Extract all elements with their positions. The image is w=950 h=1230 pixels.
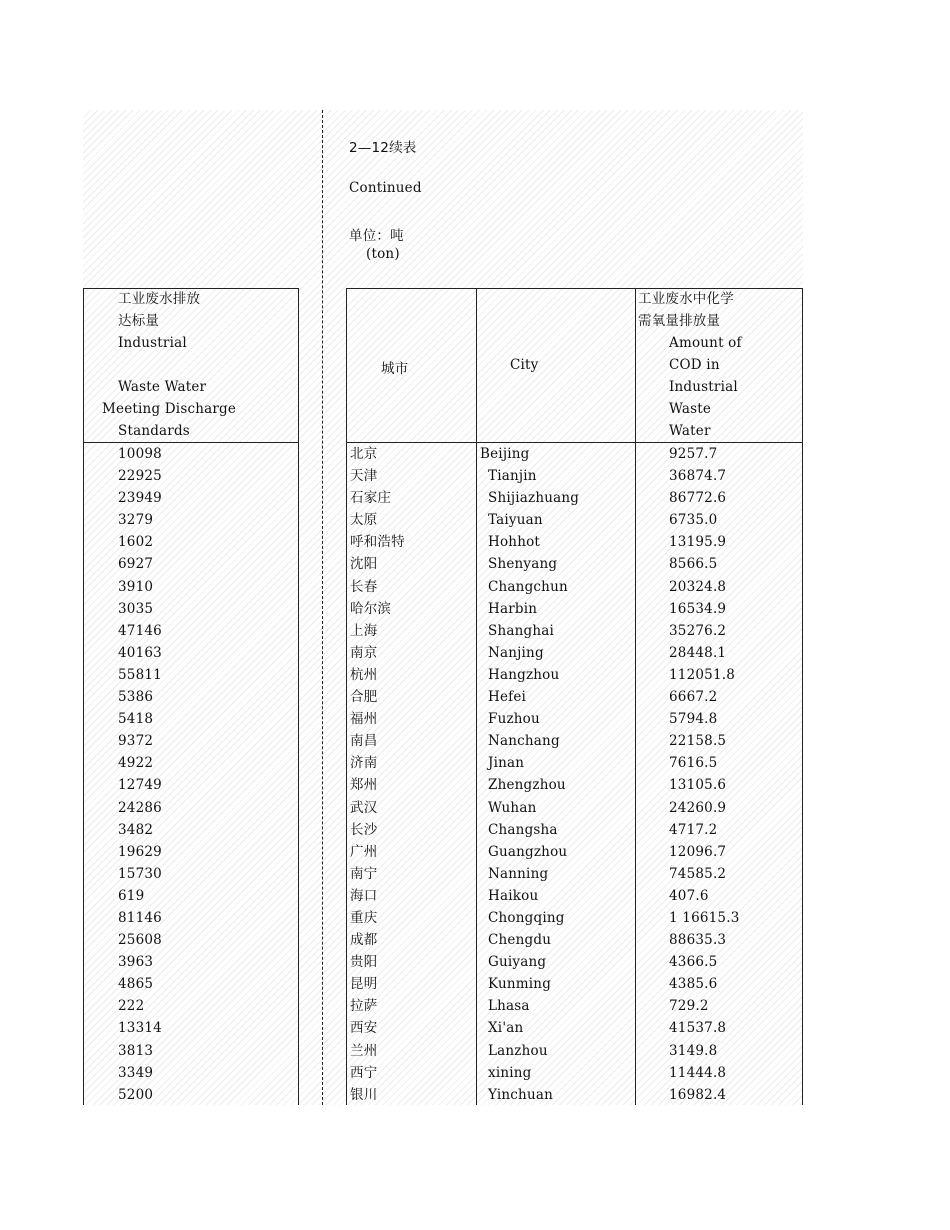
discharge-standard-value: 25608 [118, 932, 162, 949]
discharge-standard-value: 4865 [118, 976, 154, 993]
city-name-en: Guiyang [488, 954, 547, 971]
discharge-standard-value: 3963 [118, 954, 154, 971]
city-name-en: Wuhan [488, 799, 537, 816]
cod-amount-value: 112051.8 [669, 666, 736, 683]
discharge-standard-value: 4922 [118, 755, 154, 772]
city-name-en: Yinchuan [488, 1086, 553, 1103]
city-name-cn: 北京 [350, 446, 378, 462]
city-name-en: Changsha [488, 821, 558, 838]
city-name-en: Lanzhou [488, 1042, 548, 1059]
unit-label-cn: 单位：吨 [349, 228, 404, 244]
discharge-standard-value: 15730 [118, 865, 162, 882]
city-name-en: Fuzhou [488, 711, 540, 728]
city-cn-column [350, 443, 405, 1106]
city-name-cn: 银川 [350, 1086, 378, 1103]
cod-header-en-line4: Waste [669, 401, 712, 417]
city-name-en: Hefei [488, 689, 527, 706]
discharge-standard-value: 5418 [118, 711, 154, 728]
cod-amount-value: 9257.7 [669, 446, 718, 462]
city-name-cn: 贵阳 [350, 954, 378, 971]
left-header-en-line4: Standards [118, 423, 190, 439]
discharge-standard-value: 3813 [118, 1042, 154, 1059]
city-name-en: Nanjing [488, 644, 544, 661]
continued-label: Continued [349, 180, 422, 196]
city-name-en: Xi'an [488, 1020, 524, 1037]
city-name-cn: 太原 [350, 512, 378, 529]
city-name-cn: 天津 [350, 468, 378, 485]
city-name-en: Hohhot [488, 534, 541, 551]
city-name-cn: 拉萨 [350, 998, 378, 1015]
city-name-cn: 合肥 [350, 689, 378, 706]
city-name-cn: 哈尔滨 [350, 600, 392, 617]
city-name-en: Guangzhou [488, 843, 568, 860]
discharge-standard-value: 40163 [118, 644, 162, 661]
cod-amount-value: 20324.8 [669, 578, 727, 595]
cod-amount-value: 3149.8 [669, 1042, 718, 1059]
city-name-cn: 长春 [350, 578, 378, 595]
city-name-en: Harbin [488, 600, 538, 617]
cod-column-header [638, 288, 802, 442]
city-name-en: Haikou [488, 887, 539, 904]
city-name-cn: 济南 [350, 755, 378, 772]
city-name-cn: 呼和浩特 [350, 534, 405, 551]
cod-amount-value: 36874.7 [669, 468, 727, 485]
cod-amount-value: 8566.5 [669, 556, 718, 573]
cod-amount-value: 41537.8 [669, 1020, 727, 1037]
discharge-standard-value: 13314 [118, 1020, 162, 1037]
city-name-cn: 海口 [350, 887, 378, 904]
cod-amount-value: 6735.0 [669, 512, 718, 529]
cod-amount-value: 86772.6 [669, 490, 727, 507]
city-name-en: Shanghai [488, 622, 554, 639]
discharge-standard-value: 3279 [118, 512, 154, 529]
city-name-en: Changchun [488, 578, 568, 595]
left-header-en-line2: Waste Water [118, 379, 207, 395]
city-name-cn: 成都 [350, 932, 378, 949]
city-name-cn: 兰州 [350, 1042, 378, 1059]
right-col-divider-1 [476, 288, 477, 1105]
city-name-cn: 沈阳 [350, 556, 378, 573]
left-column-header [84, 288, 298, 442]
cod-amount-value: 22158.5 [669, 733, 727, 750]
left-values-column [118, 443, 162, 1106]
right-col-divider-2 [635, 288, 636, 1105]
city-name-cn: 西宁 [350, 1064, 378, 1081]
cod-amount-value: 13195.9 [669, 534, 727, 551]
cod-amount-value: 12096.7 [669, 843, 727, 860]
city-name-en: xining [488, 1064, 532, 1081]
city-name-cn: 福州 [350, 711, 378, 728]
city-name-en: Kunming [488, 976, 552, 993]
left-header-rule [83, 442, 299, 443]
cod-amount-value: 7616.5 [669, 755, 718, 772]
city-name-cn: 长沙 [350, 821, 378, 838]
city-name-en: Shenyang [488, 556, 558, 573]
cod-amount-value: 24260.9 [669, 799, 727, 816]
discharge-standard-value: 5200 [118, 1086, 154, 1103]
city-en-column [480, 443, 579, 1106]
cod-values-column [669, 443, 740, 1106]
city-name-cn: 南京 [350, 644, 378, 661]
discharge-standard-value: 47146 [118, 622, 162, 639]
city-name-cn: 武汉 [350, 799, 378, 816]
city-name-en: Jinan [488, 755, 525, 772]
left-header-cn-line2: 达标量 [118, 313, 160, 329]
discharge-standard-value: 619 [118, 887, 145, 904]
city-name-cn: 西安 [350, 1020, 378, 1037]
city-name-en: Tianjin [488, 468, 537, 485]
discharge-standard-value: 12749 [118, 777, 162, 794]
discharge-standard-value: 3910 [118, 578, 154, 595]
city-name-en: Beijing [480, 446, 530, 462]
discharge-standard-value: 81146 [118, 909, 162, 926]
discharge-standard-value: 9372 [118, 733, 154, 750]
cod-amount-value: 16534.9 [669, 600, 727, 617]
discharge-standard-value: 23949 [118, 490, 162, 507]
table-number: 2—12续表 [349, 140, 417, 156]
discharge-standard-value: 3035 [118, 600, 154, 617]
cod-header-en-line2: COD in [669, 357, 720, 373]
discharge-standard-value: 24286 [118, 799, 162, 816]
city-name-en: Chongqing [488, 909, 565, 926]
cod-amount-value: 729.2 [669, 998, 709, 1015]
cod-amount-value: 1 16615.3 [669, 909, 740, 926]
discharge-standard-value: 5386 [118, 689, 154, 706]
cod-header-en-line1: Amount of [669, 335, 742, 351]
discharge-standard-value: 19629 [118, 843, 162, 860]
left-header-en-line1: Industrial [118, 335, 187, 351]
cod-amount-value: 5794.8 [669, 711, 718, 728]
left-header-cn-line1: 工业废水排放 [118, 291, 201, 307]
cod-amount-value: 16982.4 [669, 1086, 727, 1103]
cod-header-en-line5: Water [669, 423, 711, 439]
city-name-en: Zhengzhou [488, 777, 566, 794]
header-city-en: City [510, 357, 539, 373]
city-name-en: Lhasa [488, 998, 530, 1015]
cod-amount-value: 74585.2 [669, 865, 727, 882]
cod-amount-value: 4717.2 [669, 821, 718, 838]
cod-header-en-line3: Industrial [669, 379, 738, 395]
city-name-cn: 杭州 [350, 666, 378, 683]
discharge-standard-value: 1602 [118, 534, 154, 551]
city-name-en: Shijiazhuang [488, 490, 580, 507]
cod-amount-value: 6667.2 [669, 689, 718, 706]
cod-header-cn-line2: 需氧量排放量 [638, 313, 721, 329]
cod-amount-value: 28448.1 [669, 644, 727, 661]
page-divider [322, 110, 323, 1105]
city-name-en: Nanchang [488, 733, 560, 750]
city-name-cn: 南昌 [350, 733, 378, 750]
discharge-standard-value: 6927 [118, 556, 154, 573]
discharge-standard-value: 222 [118, 998, 145, 1015]
city-name-cn: 昆明 [350, 976, 378, 993]
city-name-cn: 重庆 [350, 909, 378, 926]
discharge-standard-value: 22925 [118, 468, 162, 485]
cod-header-cn-line1: 工业废水中化学 [638, 291, 734, 307]
city-name-cn: 广州 [350, 843, 378, 860]
cod-amount-value: 88635.3 [669, 932, 727, 949]
discharge-standard-value: 3482 [118, 821, 154, 838]
cod-amount-value: 13105.6 [669, 777, 727, 794]
city-name-cn: 南宁 [350, 865, 378, 882]
discharge-standard-value: 55811 [118, 666, 162, 683]
city-name-cn: 郑州 [350, 777, 378, 794]
unit-label-en: (ton) [366, 246, 400, 262]
city-name-en: Hangzhou [488, 666, 560, 683]
cod-amount-value: 407.6 [669, 887, 709, 904]
header-city-cn: 城市 [381, 361, 409, 377]
cod-amount-value: 11444.8 [669, 1064, 727, 1081]
city-name-en: Taiyuan [488, 512, 543, 529]
cod-amount-value: 35276.2 [669, 622, 727, 639]
city-name-cn: 上海 [350, 622, 378, 639]
city-name-cn: 石家庄 [350, 490, 392, 507]
city-name-en: Chengdu [488, 932, 552, 949]
cod-amount-value: 4366.5 [669, 954, 718, 971]
left-header-en-line3: Meeting Discharge [102, 401, 237, 417]
cod-amount-value: 4385.6 [669, 976, 718, 993]
discharge-standard-value: 3349 [118, 1064, 154, 1081]
city-name-en: Nanning [488, 865, 549, 882]
discharge-standard-value: 10098 [118, 446, 162, 462]
